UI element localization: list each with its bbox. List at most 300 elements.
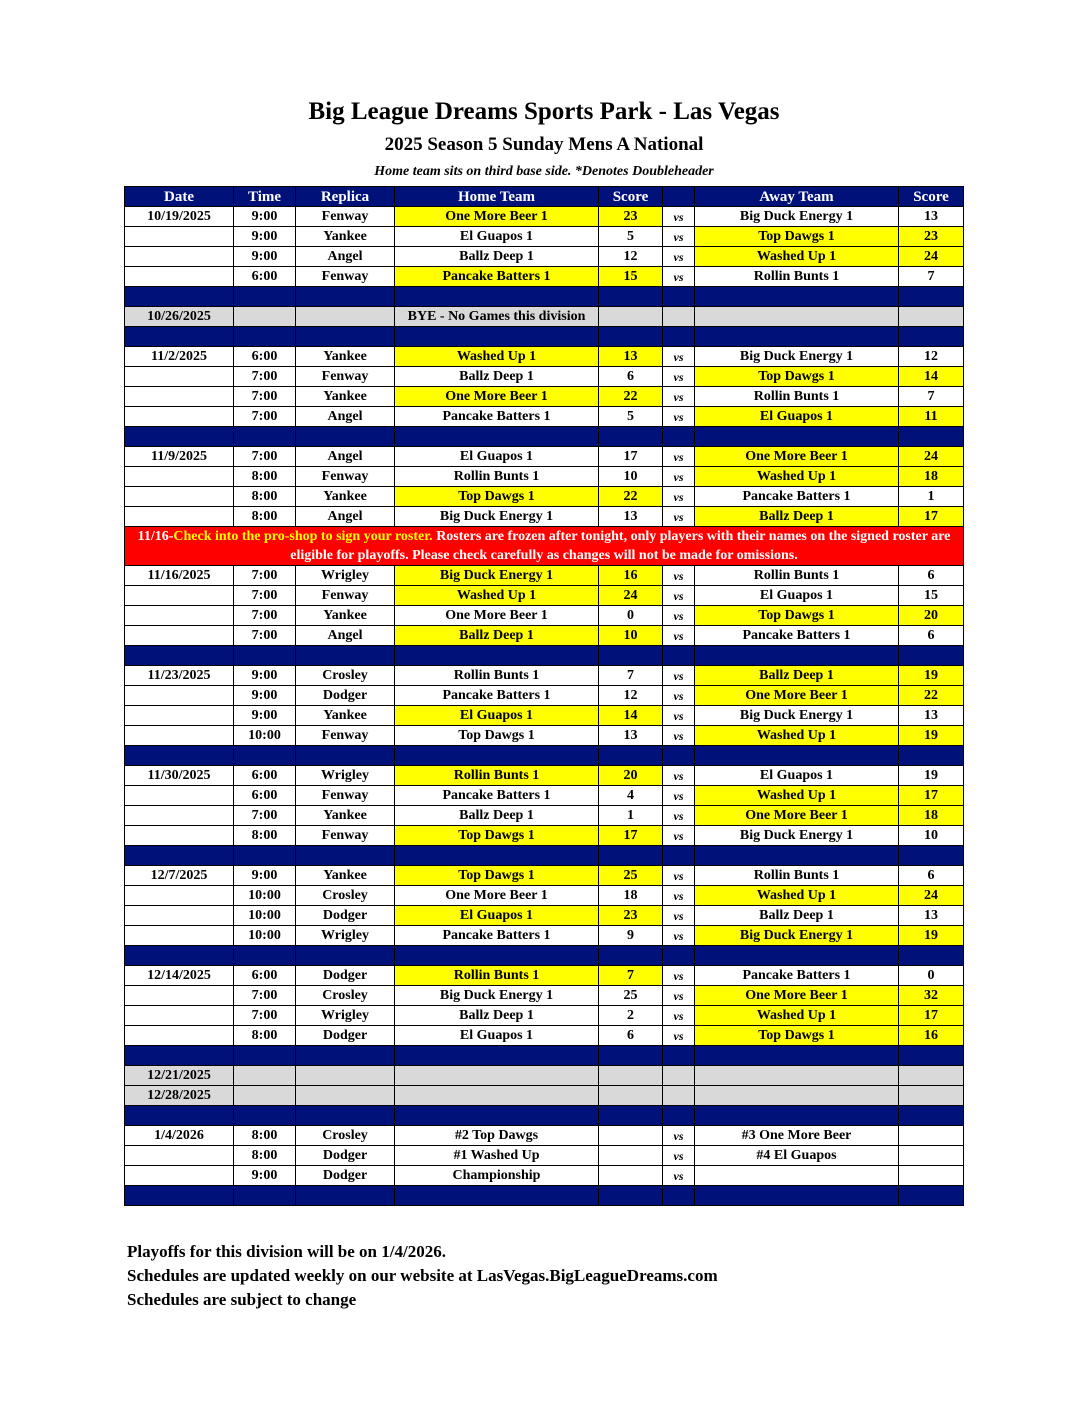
separator-cell xyxy=(125,846,234,866)
game-replica: Yankee xyxy=(296,706,395,726)
separator-row xyxy=(125,746,964,766)
separator-cell xyxy=(663,327,695,347)
game-row xyxy=(125,347,964,367)
separator-cell xyxy=(234,946,296,966)
game-replica: Yankee xyxy=(296,806,395,826)
separator-row xyxy=(125,287,964,307)
game-row xyxy=(125,606,964,626)
vs-label: vs xyxy=(663,1126,695,1146)
game-date-empty xyxy=(125,726,234,746)
separator-cell xyxy=(296,646,395,666)
separator-row xyxy=(125,1186,964,1206)
separator-cell xyxy=(395,946,599,966)
game-time: 8:00 xyxy=(234,826,296,846)
home-team: One More Beer 1 xyxy=(395,387,599,407)
separator-cell xyxy=(899,1046,964,1066)
footer-playoffs: Playoffs for this division will be on 1/4/2026. xyxy=(127,1242,446,1261)
separator-cell xyxy=(899,1106,964,1126)
schedule-table xyxy=(124,186,964,1206)
blank-week-empty xyxy=(296,1086,395,1106)
vs-label: vs xyxy=(663,766,695,786)
game-date: 11/9/2025 xyxy=(125,447,234,467)
home-score: 22 xyxy=(599,487,663,507)
separator-cell xyxy=(899,427,964,447)
blank-week-empty xyxy=(296,1066,395,1086)
game-date-empty xyxy=(125,507,234,527)
game-row xyxy=(125,387,964,407)
separator-row xyxy=(125,327,964,347)
bye-empty xyxy=(234,307,296,327)
vs-label: vs xyxy=(663,666,695,686)
col-header-replica: Replica xyxy=(296,187,395,207)
home-team: One More Beer 1 xyxy=(395,606,599,626)
game-replica: Crosley xyxy=(296,886,395,906)
game-replica: Angel xyxy=(296,447,395,467)
vs-label: vs xyxy=(663,1026,695,1046)
vs-label: vs xyxy=(663,367,695,387)
home-team: Pancake Batters 1 xyxy=(395,786,599,806)
game-replica: Yankee xyxy=(296,227,395,247)
game-time: 7:00 xyxy=(234,367,296,387)
vs-label: vs xyxy=(663,1146,695,1166)
home-team: Pancake Batters 1 xyxy=(395,926,599,946)
game-replica: Fenway xyxy=(296,786,395,806)
separator-cell xyxy=(695,327,899,347)
separator-cell xyxy=(234,327,296,347)
away-score: 1 xyxy=(899,487,964,507)
separator-cell xyxy=(125,1106,234,1126)
away-score: 13 xyxy=(899,207,964,227)
page-title: Big League Dreams Sports Park - Las Vegas xyxy=(308,98,780,125)
separator-cell xyxy=(395,1046,599,1066)
home-score: 23 xyxy=(599,207,663,227)
separator-cell xyxy=(695,1186,899,1206)
home-team: Top Dawgs 1 xyxy=(395,826,599,846)
away-team: Top Dawgs 1 xyxy=(695,606,899,626)
game-replica: Crosley xyxy=(296,666,395,686)
game-replica: Dodger xyxy=(296,966,395,986)
game-replica: Dodger xyxy=(296,686,395,706)
away-score: 6 xyxy=(899,626,964,646)
away-score: 19 xyxy=(899,926,964,946)
game-date-empty xyxy=(125,487,234,507)
game-row xyxy=(125,926,964,946)
away-team: El Guapos 1 xyxy=(695,586,899,606)
home-team: Pancake Batters 1 xyxy=(395,686,599,706)
separator-cell xyxy=(695,946,899,966)
separator-cell xyxy=(599,287,663,307)
separator-cell xyxy=(395,846,599,866)
vs-label: vs xyxy=(663,267,695,287)
away-score: 17 xyxy=(899,1006,964,1026)
away-team: Rollin Bunts 1 xyxy=(695,566,899,586)
away-team: Top Dawgs 1 xyxy=(695,1026,899,1046)
away-team: Pancake Batters 1 xyxy=(695,487,899,507)
game-row xyxy=(125,487,964,507)
home-team: Rollin Bunts 1 xyxy=(395,666,599,686)
home-score: 9 xyxy=(599,926,663,946)
game-row xyxy=(125,866,964,886)
away-team: Rollin Bunts 1 xyxy=(695,267,899,287)
game-row xyxy=(125,726,964,746)
home-score: 24 xyxy=(599,586,663,606)
home-team: Rollin Bunts 1 xyxy=(395,467,599,487)
separator-cell xyxy=(234,427,296,447)
away-team: Rollin Bunts 1 xyxy=(695,387,899,407)
away-team: Washed Up 1 xyxy=(695,467,899,487)
away-team: Big Duck Energy 1 xyxy=(695,826,899,846)
bye-empty xyxy=(599,307,663,327)
away-team: Washed Up 1 xyxy=(695,726,899,746)
separator-row xyxy=(125,1046,964,1066)
separator-cell xyxy=(296,946,395,966)
separator-cell xyxy=(125,1046,234,1066)
away-team: Ballz Deep 1 xyxy=(695,507,899,527)
home-score: 7 xyxy=(599,666,663,686)
game-replica: Yankee xyxy=(296,387,395,407)
game-time: 9:00 xyxy=(234,666,296,686)
home-score: 16 xyxy=(599,566,663,586)
game-row xyxy=(125,1026,964,1046)
game-date-empty xyxy=(125,1026,234,1046)
separator-cell xyxy=(395,1186,599,1206)
game-time: 8:00 xyxy=(234,1146,296,1166)
separator-cell xyxy=(899,846,964,866)
away-team: One More Beer 1 xyxy=(695,806,899,826)
home-score: 0 xyxy=(599,606,663,626)
game-row xyxy=(125,267,964,287)
game-row xyxy=(125,507,964,527)
separator-cell xyxy=(599,946,663,966)
game-row xyxy=(125,686,964,706)
separator-cell xyxy=(234,746,296,766)
game-time: 8:00 xyxy=(234,467,296,487)
game-row xyxy=(125,566,964,586)
home-score: 13 xyxy=(599,347,663,367)
col-header-vs xyxy=(663,187,695,207)
separator-cell xyxy=(234,287,296,307)
away-score: 14 xyxy=(899,367,964,387)
footer-website: Schedules are updated weekly on our website at LasVegas.BigLeagueDreams.com xyxy=(127,1266,718,1285)
game-row xyxy=(125,407,964,427)
game-time: 9:00 xyxy=(234,247,296,267)
game-row xyxy=(125,826,964,846)
separator-cell xyxy=(663,287,695,307)
game-date-empty xyxy=(125,227,234,247)
blank-week-empty xyxy=(234,1066,296,1086)
vs-label: vs xyxy=(663,726,695,746)
home-score: 5 xyxy=(599,407,663,427)
page-subtitle: 2025 Season 5 Sunday Mens A National xyxy=(384,134,704,155)
blank-week-empty xyxy=(899,1066,964,1086)
home-score: 10 xyxy=(599,626,663,646)
separator-row xyxy=(125,646,964,666)
game-date: 1/4/2026 xyxy=(125,1126,234,1146)
game-replica: Fenway xyxy=(296,467,395,487)
game-date: 12/7/2025 xyxy=(125,866,234,886)
separator-row xyxy=(125,1106,964,1126)
separator-cell xyxy=(663,746,695,766)
separator-cell xyxy=(599,646,663,666)
away-score: 7 xyxy=(899,387,964,407)
home-team: Washed Up 1 xyxy=(395,347,599,367)
separator-cell xyxy=(663,427,695,447)
separator-cell xyxy=(296,746,395,766)
separator-cell xyxy=(695,427,899,447)
game-row xyxy=(125,367,964,387)
col-header-home-team: Home Team xyxy=(395,187,599,207)
separator-cell xyxy=(395,427,599,447)
away-team: One More Beer 1 xyxy=(695,986,899,1006)
vs-label: vs xyxy=(663,227,695,247)
separator-cell xyxy=(599,1106,663,1126)
away-score: 23 xyxy=(899,227,964,247)
separator-cell xyxy=(296,1046,395,1066)
separator-cell xyxy=(695,287,899,307)
away-score: 19 xyxy=(899,666,964,686)
game-time: 7:00 xyxy=(234,566,296,586)
home-score xyxy=(599,1126,663,1146)
home-team: Ballz Deep 1 xyxy=(395,1006,599,1026)
home-score: 10 xyxy=(599,467,663,487)
away-score: 22 xyxy=(899,686,964,706)
game-date-empty xyxy=(125,1146,234,1166)
home-score: 7 xyxy=(599,966,663,986)
bye-date: 10/26/2025 xyxy=(125,307,234,327)
game-row xyxy=(125,766,964,786)
game-replica: Crosley xyxy=(296,986,395,1006)
blank-week-empty xyxy=(234,1086,296,1106)
home-score: 1 xyxy=(599,806,663,826)
vs-label: vs xyxy=(663,986,695,1006)
home-score: 17 xyxy=(599,826,663,846)
separator-cell xyxy=(234,1106,296,1126)
home-team: Ballz Deep 1 xyxy=(395,806,599,826)
game-replica: Fenway xyxy=(296,207,395,227)
separator-cell xyxy=(663,1106,695,1126)
game-date-empty xyxy=(125,806,234,826)
game-time: 9:00 xyxy=(234,1166,296,1186)
game-row xyxy=(125,986,964,1006)
home-team: One More Beer 1 xyxy=(395,207,599,227)
away-score: 24 xyxy=(899,886,964,906)
game-replica: Angel xyxy=(296,247,395,267)
field-note: Home team sits on third base side. *Denotes Doubleheader xyxy=(374,164,714,179)
game-row xyxy=(125,706,964,726)
separator-cell xyxy=(899,646,964,666)
away-score xyxy=(899,1146,964,1166)
away-score: 24 xyxy=(899,447,964,467)
game-row xyxy=(125,467,964,487)
game-replica: Fenway xyxy=(296,367,395,387)
separator-cell xyxy=(663,1186,695,1206)
game-replica: Dodger xyxy=(296,906,395,926)
notice-date-prefix: 11/16- xyxy=(137,529,174,544)
game-time: 8:00 xyxy=(234,1126,296,1146)
away-score: 12 xyxy=(899,347,964,367)
home-team: Top Dawgs 1 xyxy=(395,487,599,507)
home-score xyxy=(599,1166,663,1186)
game-time: 7:00 xyxy=(234,387,296,407)
blank-week-empty xyxy=(599,1086,663,1106)
separator-cell xyxy=(296,846,395,866)
away-team: Top Dawgs 1 xyxy=(695,367,899,387)
home-score: 18 xyxy=(599,886,663,906)
separator-cell xyxy=(663,946,695,966)
blank-week-empty xyxy=(695,1066,899,1086)
away-team: Pancake Batters 1 xyxy=(695,626,899,646)
vs-label: vs xyxy=(663,247,695,267)
game-row xyxy=(125,1126,964,1146)
away-team: Ballz Deep 1 xyxy=(695,666,899,686)
away-team: Big Duck Energy 1 xyxy=(695,706,899,726)
away-score: 32 xyxy=(899,986,964,1006)
away-score: 10 xyxy=(899,826,964,846)
home-score: 12 xyxy=(599,686,663,706)
game-date-empty xyxy=(125,906,234,926)
home-team: Rollin Bunts 1 xyxy=(395,966,599,986)
separator-cell xyxy=(296,287,395,307)
game-date-empty xyxy=(125,626,234,646)
away-score: 13 xyxy=(899,706,964,726)
vs-label: vs xyxy=(663,467,695,487)
game-date-empty xyxy=(125,986,234,1006)
away-team: Washed Up 1 xyxy=(695,786,899,806)
separator-cell xyxy=(125,327,234,347)
game-time: 6:00 xyxy=(234,347,296,367)
vs-label: vs xyxy=(663,1166,695,1186)
separator-cell xyxy=(395,646,599,666)
game-date-empty xyxy=(125,826,234,846)
away-score: 6 xyxy=(899,866,964,886)
game-date-empty xyxy=(125,586,234,606)
game-date-empty xyxy=(125,1166,234,1186)
game-date: 11/16/2025 xyxy=(125,566,234,586)
away-score: 11 xyxy=(899,407,964,427)
footer-disclaimer: Schedules are subject to change xyxy=(127,1290,357,1309)
vs-label: vs xyxy=(663,926,695,946)
away-score: 18 xyxy=(899,806,964,826)
vs-label: vs xyxy=(663,387,695,407)
vs-label: vs xyxy=(663,487,695,507)
separator-cell xyxy=(125,1186,234,1206)
game-replica: Yankee xyxy=(296,866,395,886)
game-replica: Wrigley xyxy=(296,1006,395,1026)
away-team xyxy=(695,1166,899,1186)
bye-empty xyxy=(663,307,695,327)
blank-week-empty xyxy=(663,1086,695,1106)
away-team: One More Beer 1 xyxy=(695,447,899,467)
blank-week-empty xyxy=(599,1066,663,1086)
home-team: El Guapos 1 xyxy=(395,1026,599,1046)
game-replica: Fenway xyxy=(296,726,395,746)
separator-cell xyxy=(125,287,234,307)
away-team: Big Duck Energy 1 xyxy=(695,207,899,227)
home-score: 22 xyxy=(599,387,663,407)
separator-cell xyxy=(296,1106,395,1126)
game-time: 6:00 xyxy=(234,966,296,986)
game-time: 7:00 xyxy=(234,806,296,826)
game-replica: Yankee xyxy=(296,347,395,367)
separator-cell xyxy=(125,946,234,966)
separator-cell xyxy=(599,327,663,347)
game-date: 11/2/2025 xyxy=(125,347,234,367)
separator-cell xyxy=(663,1046,695,1066)
game-time: 7:00 xyxy=(234,606,296,626)
home-team: One More Beer 1 xyxy=(395,886,599,906)
home-score: 4 xyxy=(599,786,663,806)
game-row xyxy=(125,966,964,986)
game-time: 7:00 xyxy=(234,626,296,646)
game-row xyxy=(125,806,964,826)
roster-notice xyxy=(125,527,964,566)
blank-week-empty xyxy=(395,1066,599,1086)
vs-label: vs xyxy=(663,966,695,986)
home-score: 17 xyxy=(599,447,663,467)
away-team: One More Beer 1 xyxy=(695,686,899,706)
bye-empty xyxy=(899,307,964,327)
game-date: 12/14/2025 xyxy=(125,966,234,986)
game-time: 7:00 xyxy=(234,1006,296,1026)
separator-cell xyxy=(695,646,899,666)
vs-label: vs xyxy=(663,207,695,227)
away-score: 18 xyxy=(899,467,964,487)
game-time: 9:00 xyxy=(234,706,296,726)
home-team: Ballz Deep 1 xyxy=(395,626,599,646)
separator-cell xyxy=(125,646,234,666)
separator-cell xyxy=(663,846,695,866)
col-header-time: Time xyxy=(234,187,296,207)
game-date-empty xyxy=(125,786,234,806)
away-team: Washed Up 1 xyxy=(695,1006,899,1026)
away-score: 19 xyxy=(899,766,964,786)
away-score: 17 xyxy=(899,786,964,806)
col-header-away-team: Away Team xyxy=(695,187,899,207)
away-team: Ballz Deep 1 xyxy=(695,906,899,926)
game-date: 11/23/2025 xyxy=(125,666,234,686)
separator-cell xyxy=(899,946,964,966)
home-team: Top Dawgs 1 xyxy=(395,726,599,746)
game-date: 10/19/2025 xyxy=(125,207,234,227)
separator-cell xyxy=(234,1046,296,1066)
game-date-empty xyxy=(125,686,234,706)
away-team: #4 El Guapos xyxy=(695,1146,899,1166)
vs-label: vs xyxy=(663,447,695,467)
blank-week-empty xyxy=(395,1086,599,1106)
game-replica: Angel xyxy=(296,626,395,646)
game-row xyxy=(125,247,964,267)
away-score: 13 xyxy=(899,906,964,926)
separator-cell xyxy=(125,746,234,766)
home-team: Washed Up 1 xyxy=(395,586,599,606)
away-score: 0 xyxy=(899,966,964,986)
blank-week-row xyxy=(125,1086,964,1106)
away-score: 16 xyxy=(899,1026,964,1046)
home-score: 25 xyxy=(599,866,663,886)
game-time: 6:00 xyxy=(234,786,296,806)
away-score xyxy=(899,1166,964,1186)
game-row xyxy=(125,626,964,646)
vs-label: vs xyxy=(663,866,695,886)
vs-label: vs xyxy=(663,686,695,706)
col-header-home-score: Score xyxy=(599,187,663,207)
col-header-away-score: Score xyxy=(899,187,964,207)
game-row xyxy=(125,906,964,926)
vs-label: vs xyxy=(663,826,695,846)
home-team: El Guapos 1 xyxy=(395,706,599,726)
separator-cell xyxy=(695,846,899,866)
game-date-empty xyxy=(125,706,234,726)
